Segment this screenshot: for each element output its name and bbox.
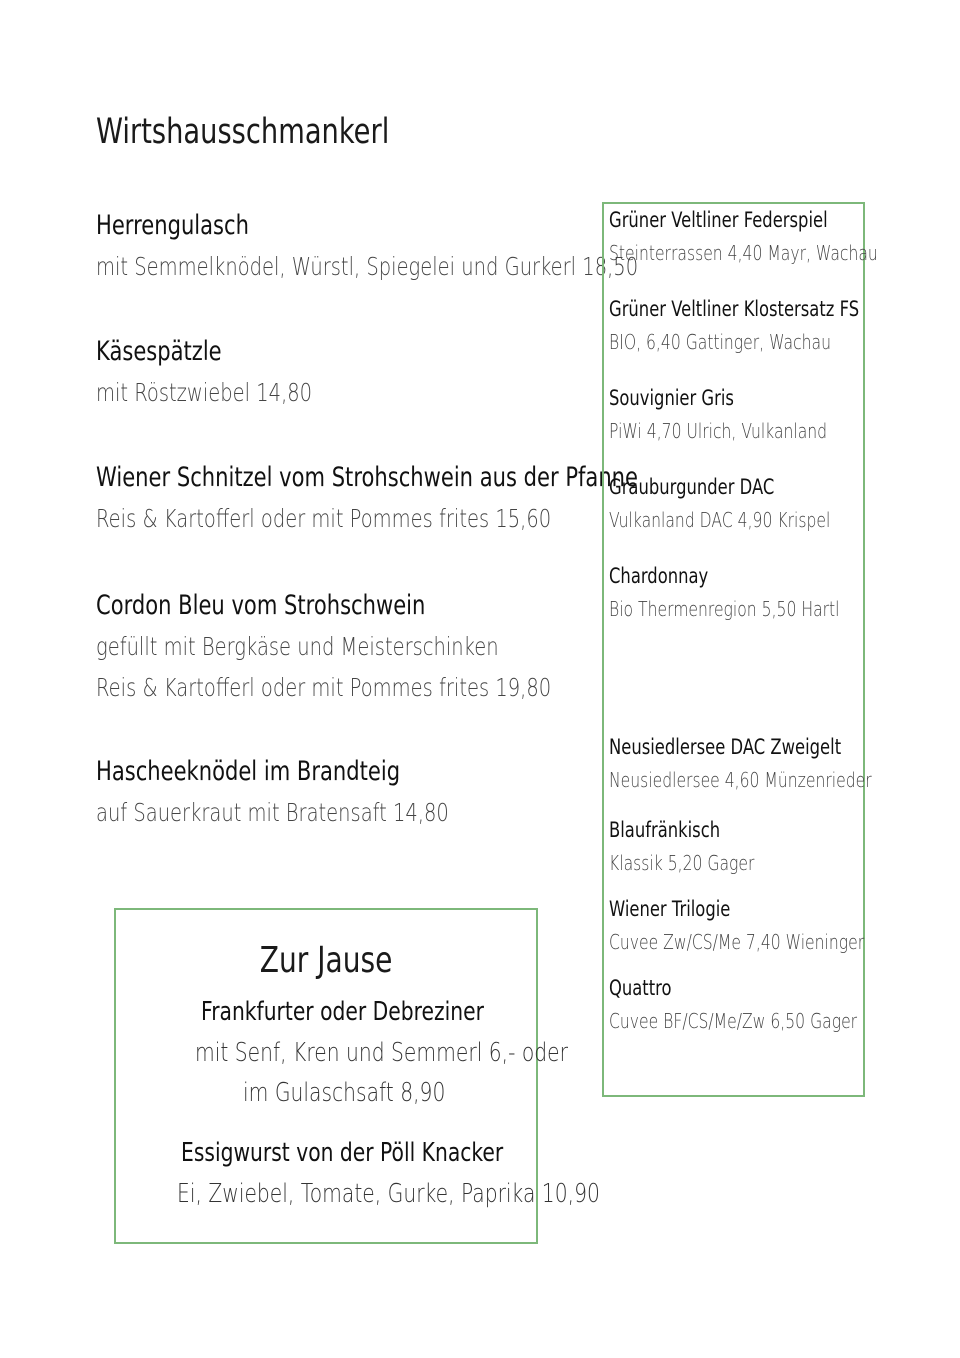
wine-item (609, 814, 859, 880)
jause-item-name: Frankfurter oder Debreziner (201, 997, 484, 1027)
dish-herrengulasch (96, 206, 639, 287)
wine-item (609, 471, 859, 537)
dish-description: mit Semmelknödel, Würstl, Spiegelei und Gurkerl 18,50 (96, 252, 639, 281)
wine-name: Quattro (609, 976, 672, 1000)
dish-description: mit Röstzwiebel 14,80 (96, 378, 313, 407)
wine-name: Grüner Veltliner Federspiel (609, 208, 828, 232)
dish-name: Hascheeknödel im Brandteig (96, 756, 401, 787)
dish-name: Cordon Bleu vom Strohschwein (96, 590, 426, 621)
wine-item (609, 204, 878, 270)
wine-description: PiWi 4,70 Ulrich, Vulkanland (609, 419, 828, 443)
jause-title: Zur Jause (259, 940, 393, 981)
wine-name: Grüner Veltliner Klostersatz FS (609, 297, 860, 321)
wine-item (609, 560, 859, 626)
page-title: Wirtshausschmankerl (96, 112, 390, 152)
wine-description: Cuvee BF/CS/Me/Zw 6,50 Gager (609, 1009, 858, 1033)
jause-item-description: im Gulaschsaft 8,90 (243, 1078, 446, 1108)
wine-item (609, 893, 865, 959)
wine-name: Blaufränkisch (609, 818, 721, 842)
wine-name: Grauburgunder DAC (609, 475, 775, 499)
dish-cordon-bleu (96, 586, 616, 708)
dish-description: auf Sauerkraut mit Bratensaft 14,80 (96, 798, 449, 827)
wine-description: Bio Thermenregion 5,50 Hartl (609, 597, 840, 621)
jause-item-name: Essigwurst von der Pöll Knacker (181, 1138, 504, 1168)
wine-description: Cuvee Zw/CS/Me 7,40 Wieninger (609, 930, 865, 954)
jause-item-description: Ei, Zwiebel, Tomate, Gurke, Paprika 10,90 (177, 1179, 600, 1209)
dish-description: Reis & Kartofferl oder mit Pommes frites 19,80 (96, 673, 552, 702)
wine-description: Klassik 5,20 Gager (609, 851, 755, 875)
jause-item-description: mit Senf, Kren und Semmerl 6,- oder (195, 1038, 568, 1068)
wine-name: Wiener Trilogie (609, 897, 731, 921)
wine-item (609, 972, 859, 1038)
wine-item (609, 382, 859, 448)
dish-wiener-schnitzel (96, 458, 638, 539)
wine-name: Neusiedlersee DAC Zweigelt (609, 735, 842, 759)
wine-description: Vulkanland DAC 4,90 Krispel (609, 508, 831, 532)
dish-hascheeknoedel (96, 752, 616, 833)
wine-item (609, 293, 859, 359)
dish-description: gefüllt mit Bergkäse und Meisterschinken (96, 632, 499, 661)
wine-name: Souvignier Gris (609, 386, 734, 410)
wine-item (609, 731, 872, 797)
dish-kaesespaetzle (96, 332, 616, 413)
dish-name: Wiener Schnitzel vom Strohschwein aus der Pfanne (96, 462, 638, 493)
dish-name: Herrengulasch (96, 210, 249, 241)
wine-description: Neusiedlersee 4,60 Münzenrieder (609, 768, 872, 792)
wine-description: BIO, 6,40 Gattinger, Wachau (609, 330, 831, 354)
wine-description: Steinterrassen 4,40 Mayr, Wachau (609, 241, 878, 265)
dish-name: Käsespätzle (96, 336, 222, 367)
wine-name: Chardonnay (609, 564, 709, 588)
dish-description: Reis & Kartofferl oder mit Pommes frites 15,60 (96, 504, 552, 533)
